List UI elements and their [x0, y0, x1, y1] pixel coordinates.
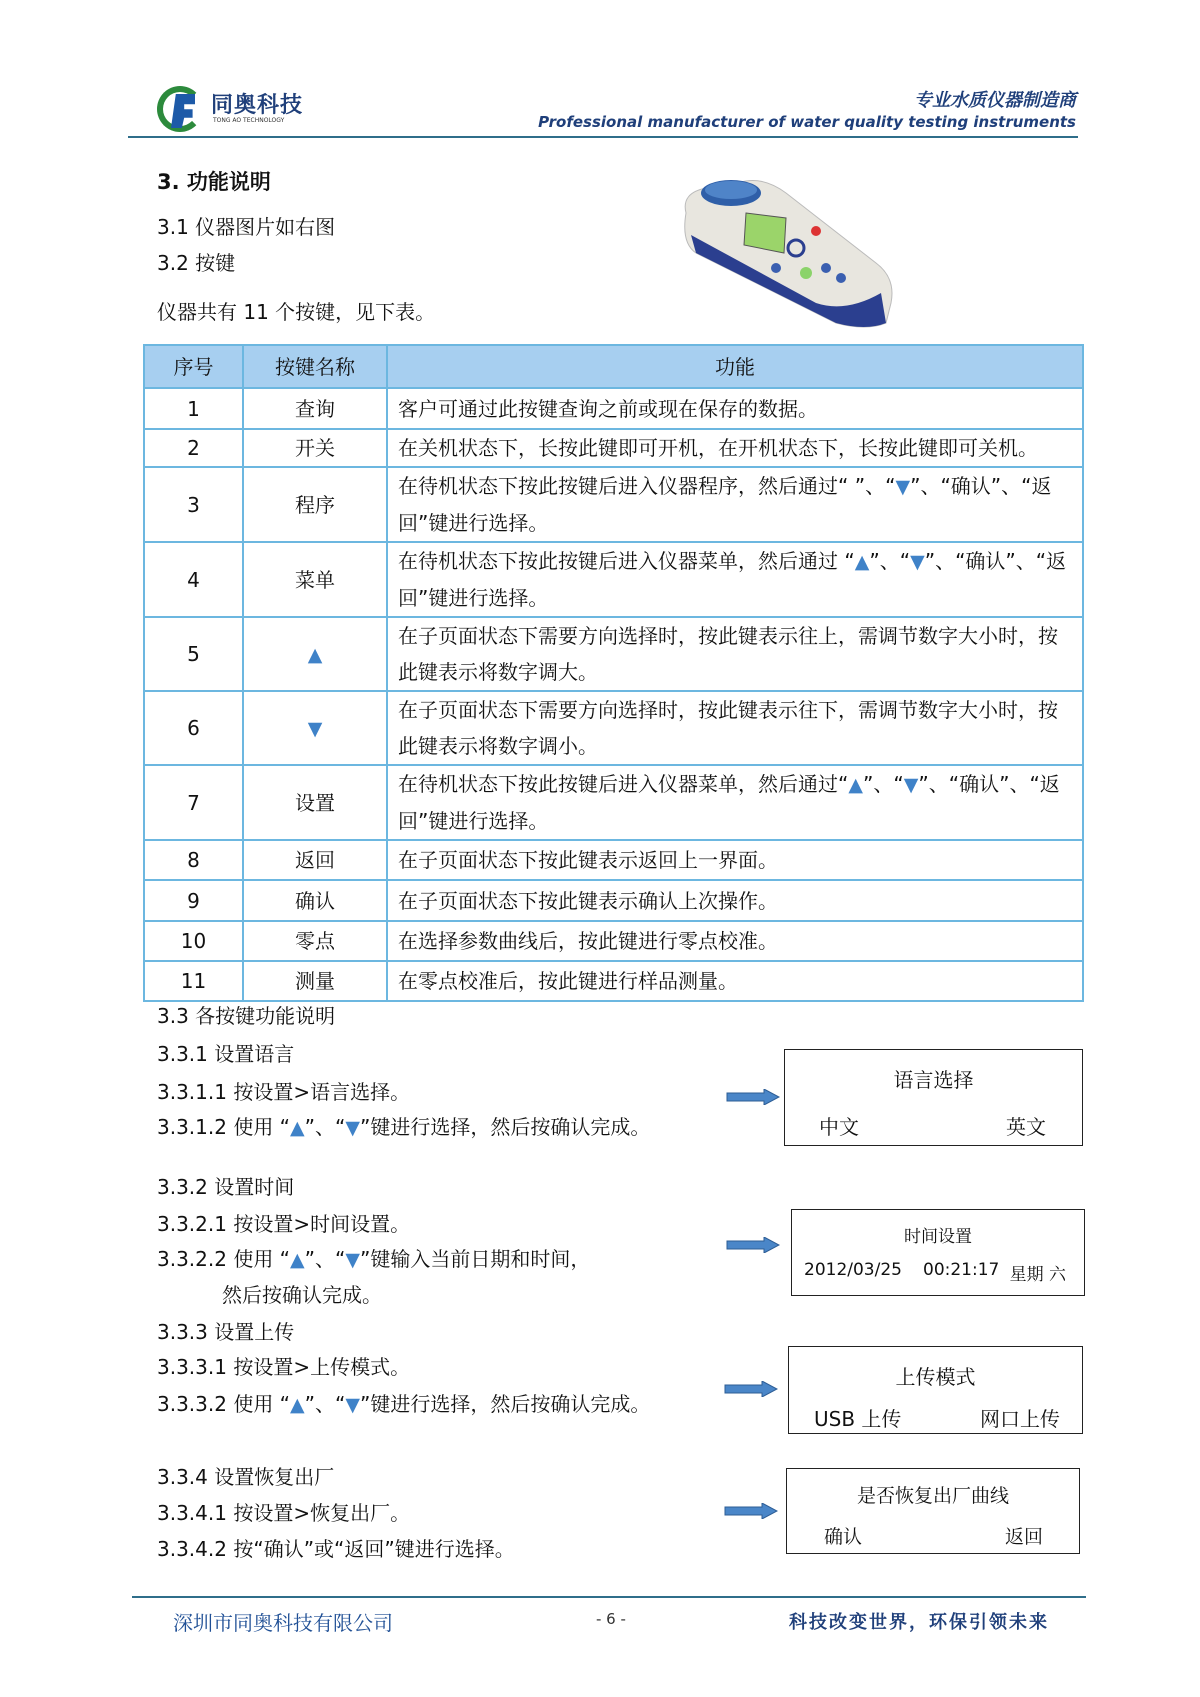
- key-function: 在子页面状态下需要方向选择时，按此键表示往下，需调节数字大小时，按此键表示将数字调小。: [387, 691, 1083, 765]
- up-triangle-icon: ▲: [854, 551, 870, 573]
- subsection-3-2: 3.2 按键: [157, 251, 236, 275]
- time-step2-cont: 然后按确认完成。: [222, 1283, 382, 1307]
- key-name: [243, 617, 387, 691]
- up-triangle-icon: ▲: [290, 1117, 305, 1139]
- down-triangle-icon: ▼: [903, 774, 919, 796]
- screen-title: 语言选择: [893, 1068, 974, 1092]
- key-name: 查询: [243, 388, 387, 429]
- upload-step2: 3.3.3.2 使用 “▲”、“▼”键进行选择，然后按确认完成。: [157, 1392, 651, 1416]
- screen-title: 上传模式: [895, 1365, 976, 1389]
- key-number: 1: [144, 388, 243, 429]
- table-row: [144, 921, 1083, 961]
- option-chinese: 中文: [819, 1115, 859, 1139]
- key-function: 在待机状态下按此按键后进入仪器菜单，然后通过 “▲”、“▼”、“确认”、“返回”键进行选择。: [387, 542, 1083, 617]
- key-function: 在关机状态下，长按此键即可开机，在开机状态下，长按此键即可关机。: [387, 429, 1083, 467]
- lang-step1: 3.3.1.1 按设置>语言选择。: [157, 1080, 411, 1104]
- key-name: 程序: [243, 467, 387, 542]
- upload-screen: [788, 1346, 1083, 1434]
- upload-step1: 3.3.3.1 按设置>上传模式。: [157, 1355, 411, 1379]
- upload-title: 3.3.3 设置上传: [157, 1320, 295, 1344]
- up-triangle-icon: ▲: [290, 1249, 305, 1271]
- key-function: 在选择参数曲线后，按此键进行零点校准。: [387, 921, 1083, 961]
- key-function: 在子页面状态下按此键表示确认上次操作。: [387, 880, 1083, 921]
- key-function: 在子页面状态下需要方向选择时，按此键表示往上，需调节数字大小时，按此键表示将数字调大。: [387, 617, 1083, 691]
- up-triangle-icon: ▲: [290, 1394, 305, 1416]
- arrow-right-icon: [726, 1089, 780, 1105]
- table-row: [144, 617, 1083, 691]
- screen-title: 是否恢复出厂曲线: [856, 1485, 1009, 1507]
- table-row: [144, 765, 1083, 840]
- reset-step1: 3.3.4.1 按设置>恢复出厂。: [157, 1501, 411, 1525]
- up-triangle-icon: ▲: [307, 643, 323, 666]
- down-triangle-icon: ▼: [345, 1394, 361, 1416]
- time-step2: 3.3.2.2 使用 “▲”、“▼”键输入当前日期和时间，: [157, 1247, 591, 1271]
- key-number: 8: [144, 840, 243, 880]
- key-name: 确认: [243, 880, 387, 921]
- reset-screen: [786, 1468, 1080, 1554]
- up-triangle-icon: ▲: [848, 774, 863, 796]
- key-number: 4: [144, 542, 243, 617]
- col-header-name: 按键名称: [243, 345, 387, 388]
- key-name: 返回: [243, 840, 387, 880]
- down-triangle-icon: ▼: [345, 1117, 361, 1139]
- screen-title: 时间设置: [904, 1227, 972, 1247]
- key-name: 测量: [243, 961, 387, 1001]
- key-number: 7: [144, 765, 243, 840]
- key-name: 零点: [243, 921, 387, 961]
- company-logo: [157, 84, 307, 134]
- page-number: - 6 -: [596, 1610, 626, 1628]
- table-row: [144, 388, 1083, 429]
- table-row: [144, 429, 1083, 467]
- key-name: [243, 691, 387, 765]
- lang-title: 3.3.1 设置语言: [157, 1042, 295, 1066]
- time-title: 3.3.2 设置时间: [157, 1175, 295, 1199]
- header-tagline-cn: 专业水质仪器制造商: [914, 90, 1076, 111]
- down-triangle-icon: ▼: [345, 1249, 361, 1271]
- table-row: [144, 467, 1083, 542]
- table-row: [144, 961, 1083, 1001]
- table-row: [144, 542, 1083, 617]
- option-usb-upload: USB 上传: [814, 1407, 902, 1431]
- header-tagline-en: Professional manufacturer of water quality testing instruments: [538, 113, 1076, 131]
- key-function: 在待机状态下按此按键后进入仪器菜单，然后通过“▲”、“▼”、“确认”、“返回”键进行选择。: [387, 765, 1083, 840]
- col-header-no: 序号: [144, 345, 243, 388]
- section-title: 3. 功能说明: [157, 170, 271, 194]
- down-triangle-icon: ▼: [910, 551, 925, 573]
- reset-title: 3.3.4 设置恢复出厂: [157, 1465, 335, 1489]
- table-row: [144, 880, 1083, 921]
- key-name: 菜单: [243, 542, 387, 617]
- header-divider: [128, 136, 1078, 138]
- key-function: 在待机状态下按此按键后进入仪器程序，然后通过“ ”、“▼”、“确认”、“返回”键进行选择。: [387, 467, 1083, 542]
- time-screen: [791, 1209, 1085, 1296]
- footer-slogan: 科技改变世界，环保引领未来: [789, 1612, 1049, 1633]
- arrow-right-icon: [726, 1237, 780, 1253]
- key-name: 开关: [243, 429, 387, 467]
- option-back: 返回: [1004, 1526, 1043, 1548]
- key-name: 设置: [243, 765, 387, 840]
- date-value: 2012/03/25: [804, 1260, 902, 1280]
- option-english: 英文: [1006, 1115, 1046, 1139]
- key-function: 在子页面状态下按此键表示返回上一界面。: [387, 840, 1083, 880]
- key-function: 客户可通过此按键查询之前或现在保存的数据。: [387, 388, 1083, 429]
- key-number: 3: [144, 467, 243, 542]
- lang-step2: 3.3.1.2 使用 “▲”、“▼”键进行选择，然后按确认完成。: [157, 1115, 651, 1139]
- time-value: 00:21:17: [923, 1260, 1000, 1280]
- down-triangle-icon: ▼: [895, 476, 911, 498]
- footer-company: 深圳市同奥科技有限公司: [173, 1611, 393, 1635]
- col-header-function: 功能: [387, 345, 1083, 388]
- table-header-row: [144, 345, 1083, 388]
- subsection-3-3: 3.3 各按键功能说明: [157, 1004, 336, 1028]
- logo-name: 同奥科技: [211, 93, 304, 118]
- weekday-value: 星期 六: [1009, 1265, 1066, 1285]
- option-confirm: 确认: [824, 1526, 863, 1548]
- footer-divider: [132, 1596, 1086, 1598]
- key-number: 9: [144, 880, 243, 921]
- subsection-3-1: 3.1 仪器图片如右图: [157, 215, 336, 239]
- arrow-right-icon: [724, 1503, 778, 1519]
- down-triangle-icon: ▼: [307, 717, 323, 740]
- reset-step2: 3.3.4.2 按“确认”或“返回”键进行选择。: [157, 1537, 515, 1561]
- instrument-photo: [676, 173, 898, 331]
- table-row: [144, 691, 1083, 765]
- language-screen: [784, 1049, 1083, 1146]
- time-step1: 3.3.2.1 按设置>时间设置。: [157, 1212, 411, 1236]
- key-function: 在零点校准后，按此键进行样品测量。: [387, 961, 1083, 1001]
- key-number: 11: [144, 961, 243, 1001]
- arrow-right-icon: [724, 1381, 778, 1397]
- logo-subtitle: TONG AO TECHNOLOGY: [213, 117, 285, 124]
- intro-text: 仪器共有 11 个按键，见下表。: [157, 300, 436, 324]
- option-network-upload: 网口上传: [980, 1407, 1060, 1431]
- table-row: [144, 840, 1083, 880]
- key-function-table: [143, 344, 1084, 1002]
- key-number: 2: [144, 429, 243, 467]
- key-number: 6: [144, 691, 243, 765]
- key-number: 10: [144, 921, 243, 961]
- key-number: 5: [144, 617, 243, 691]
